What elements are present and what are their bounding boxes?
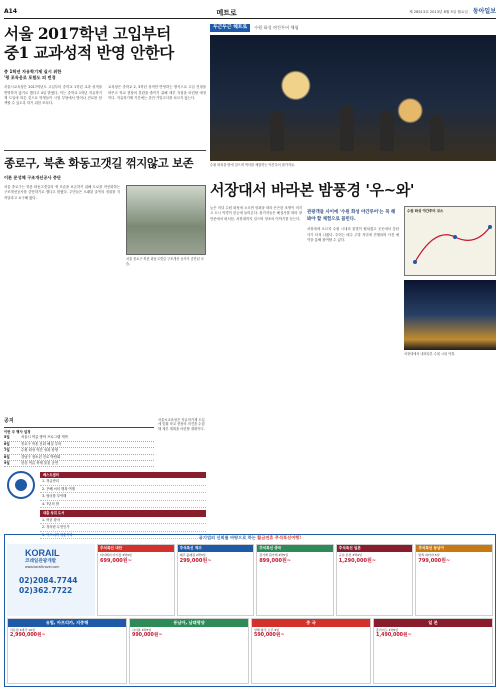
tile-price: 799,000원~ <box>418 558 451 565</box>
feature-photo[interactable] <box>210 35 496 161</box>
travel-advertisement <box>4 534 496 687</box>
bestseller-table <box>40 470 206 539</box>
feature-tag-label: 두근두근 헤트로 <box>210 24 250 32</box>
schedule-text: 강남구 청소년 진로 박람회 <box>21 454 61 459</box>
tile-body: 타이베이 야시장 3박4일 <box>100 552 132 557</box>
bestseller-item[interactable]: 2. 꾸뻬 씨의 행복 여행 <box>40 486 206 493</box>
phone-number-2[interactable]: 02)362.7722 <box>19 585 73 595</box>
tile-body: 방콕 파타야 5일 <box>418 552 440 557</box>
schedule-text: 종로구 북촌 문화 해설 투어 <box>21 441 62 446</box>
article1-headline[interactable] <box>4 24 206 63</box>
caption-part-2: 구조개선 공사가 중단된 모습. <box>126 257 204 266</box>
tile-title: 추석특선 중국 <box>257 545 333 552</box>
tile-title: 추석특선 대만 <box>98 545 174 552</box>
person-figure <box>430 115 444 151</box>
region-body: 사이판 4박5일 <box>132 627 152 632</box>
page-header <box>4 7 496 19</box>
night-photo-caption: 서장대에서 내려다본 수원 시내 야경. <box>404 352 456 357</box>
region-title: 유럽, 아프리카, 지중해 <box>8 619 126 627</box>
korail-logo: KORAIL <box>25 548 60 558</box>
loan-title: 대출 상위 도서 <box>40 510 206 516</box>
korail-box[interactable] <box>7 544 95 616</box>
notice-title: 공지 <box>4 418 154 428</box>
ad-tiles <box>97 544 493 616</box>
article2-photo[interactable] <box>126 185 206 255</box>
phone-number-1[interactable]: 02)2084.7744 <box>19 575 78 585</box>
region-price: 990,000원~ <box>132 633 163 639</box>
region-column[interactable] <box>251 618 371 684</box>
article2-subhead: 이론 문성체 구조개선공사 중단 <box>4 174 61 180</box>
feature-headline[interactable]: 서장대서 바라본 밤풍경 '우~와' <box>210 180 415 199</box>
feature-body-col2 <box>307 206 399 356</box>
loan-item[interactable]: 2. 정의란 무엇인가 <box>40 524 206 531</box>
article2-photo-block <box>126 185 206 266</box>
bestseller-item[interactable]: 1. 정글만리 <box>40 478 206 485</box>
article2-photo-caption <box>126 257 206 266</box>
schedule-day: 9일 <box>4 460 10 465</box>
region-column[interactable] <box>7 618 127 684</box>
ad-tile[interactable] <box>415 544 493 616</box>
korail-subtitle: 코레일관광개발 <box>25 559 57 565</box>
ad-region-columns <box>7 618 493 684</box>
korail-url[interactable]: www.korailtravel.com <box>25 565 60 570</box>
broadcaster-logo <box>6 470 36 500</box>
region-title: 중 국 <box>252 619 370 627</box>
region-body: 홋카이도 4박5일 <box>376 627 399 632</box>
divider <box>4 150 206 151</box>
tile-body: 규슈 온천 3박4일 <box>338 552 362 557</box>
bestseller-item[interactable]: 3. 엄마를 부탁해 <box>40 493 206 500</box>
ad-tile[interactable] <box>97 544 175 616</box>
schedule-row <box>4 461 154 467</box>
tile-price: 1,290,000원~ <box>338 558 376 565</box>
loan-item[interactable]: 3. 아프니까 청춘이다 <box>40 532 206 539</box>
subhead-line-1: 중 1학년 자유학기제 실시 위한 <box>4 68 62 74</box>
tile-price: 299,000원~ <box>179 558 212 565</box>
schedule-table <box>4 430 154 468</box>
schedule-text: 한강 여름 축제 불꽃 공연 <box>21 460 59 465</box>
feature-column <box>210 24 496 356</box>
page-number: A14 <box>4 8 17 16</box>
article1-body-col2: 교육청은 중학교 2, 3학년 성적만 반영하는 방식으로 고입 전형을 바꾸고 학교 현장의 혼란을 줄이기 위해 세부 지침을 마련할 예정이다. 자유학기제 기간에는 중간·기말고사를 치르지 않는다. <box>108 85 206 100</box>
tile-title: 추석특선 제주 <box>178 545 254 552</box>
feature-graphics <box>404 206 496 356</box>
ad-tile[interactable] <box>336 544 414 616</box>
region-title: 일 본 <box>374 619 492 627</box>
tour-map-title: 수원 화성 야간투어 코스 <box>407 209 444 214</box>
article2-body-text: 서울 종로구는 북촌 화동고갯길의 옛 모습을 보존하기 위해 도로를 직선화하는 구조개선공사를 중단하기로 했다고 밝혔다. 주민들은 오래된 골목의 정취를 지켜달라고 요구해 왔다. <box>4 185 120 200</box>
feature-pullquote: 관광객들 사이에 '수원 화성 야간투어'는 꼭 해봐야 할 체험으로 꼽힌다. <box>307 210 396 222</box>
tile-title: 추석특선 일본 <box>337 545 413 552</box>
bestseller-item[interactable]: 4. 7년의 밤 <box>40 501 206 508</box>
region-title: 동남아, 남태평양 <box>130 619 248 627</box>
article2-headline[interactable]: 종로구, 북촌 화동고갯길 꺾지않고 보존 <box>4 156 194 171</box>
feature-tag <box>210 24 496 32</box>
bestseller-title: 베스트셀러 <box>40 472 206 478</box>
region-price: 590,000원~ <box>254 633 285 639</box>
ad-tile[interactable] <box>177 544 255 616</box>
schedule-text: 서울시 여름 방학 프로그램 개막 <box>21 435 68 440</box>
tile-price: 699,000원~ <box>100 558 132 565</box>
schedule-day: 5일 <box>4 435 10 440</box>
region-body: 서유럽 4개국 10일 <box>10 627 36 632</box>
ad-banner-title <box>5 535 495 543</box>
night-view-photo[interactable] <box>404 280 496 350</box>
tile-body: 장가계 원가계 4박5일 <box>259 552 289 557</box>
left-column <box>4 24 206 266</box>
article1-body <box>4 85 206 106</box>
article1-subhead <box>4 69 206 82</box>
article2-body <box>4 185 206 266</box>
tile-title: 추석특선 동남아 <box>416 545 492 552</box>
notice-box <box>4 418 154 467</box>
map-route-graphic <box>405 207 497 277</box>
newspaper-logo[interactable]: 동아일보 <box>472 8 496 16</box>
ad-tile[interactable] <box>256 544 334 616</box>
loan-item[interactable]: 1. 어린 왕자 <box>40 517 206 524</box>
feature-photo-caption: 수원 화성을 밤에 걸으며 역사를 체험하는 야간투어 참가자들. <box>210 163 296 168</box>
headline-line-2: 중1 교과성적 반영 안한다 <box>4 43 174 63</box>
region-price: 2,990,000원~ <box>10 633 46 639</box>
section-title: 메트로 <box>216 7 237 17</box>
person-figure <box>340 105 354 151</box>
schedule-title: 이번 주 행사 일정 <box>4 429 31 434</box>
region-column[interactable] <box>129 618 249 684</box>
region-body: 상해 항주 소주 4일 <box>254 627 280 632</box>
ad-title-lead: 공기업의 신뢰를 바탕으로 하는 <box>198 535 256 540</box>
article1-body-col1: 서울시교육청은 2017학년도 고입부터 중학교 1학년 교과 성적을 반영하지 않기로 했다고 4일 밝혔다. 이는 중학교 1학년 자유학기제 도입에 따른 것으로 학생들이 시험 부담에서 벗어나 진로를 탐색할 수 있도록 하기 위한 조치다. <box>4 85 102 106</box>
person-figure <box>270 111 284 151</box>
tour-map[interactable] <box>404 206 496 276</box>
feature-body <box>210 206 496 356</box>
region-price: 1,490,000원~ <box>376 633 412 639</box>
schedule-day: 7일 <box>4 448 10 453</box>
tile-body: 제주 올레길 2박3일 <box>179 552 206 557</box>
ad-title-highlight: 활금연휴 추석특선여행! <box>257 535 302 540</box>
subhead-line-2: '평 포독옹로 포함도 의 번경 <box>4 75 56 81</box>
region-column[interactable] <box>373 618 493 684</box>
caption-part-1: 서울 종로구 북촌 화동고갯길 <box>126 257 166 262</box>
schedule-day: 8일 <box>4 454 10 459</box>
tile-price: 899,000원~ <box>259 558 291 565</box>
side-note: 서울시교육청은 자유학기제 도입에 맞춰 학교 현장의 의견을 수렴해 세부 계획을 마련할 계획이다. <box>158 418 205 431</box>
feature-text-a: 늦은 저녁 수원 화성에 오르면 성곽을 따라 은은한 조명이 켜지고 도시 야경이 한눈에 들어온다. 참가자들은 해설사를 따라 장안문에서 화서문, 서장대까지 걸으며 정조의 이야기를 듣는다. <box>210 206 302 221</box>
person-figure <box>380 111 394 151</box>
feature-text-b: 서장대에 오르자 수원 시내의 불빛이 펼쳐졌고 곳곳에서 감탄사가 터져 나왔다. 투어는 매주 주말 저녁에 진행되며 사전 예약을 통해 참여할 수 있다. <box>307 227 399 242</box>
feature-tag-sub: 수원 화성 야간투어 체험 <box>254 25 299 31</box>
headline-line-1: 서울 2017학년 고입부터 <box>4 24 171 43</box>
issue-date: 제 28513호 2013년 8월 5일 월요일 <box>409 10 468 15</box>
schedule-day: 6일 <box>4 441 10 446</box>
schedule-text: 수원 화성 야간 성곽 탐방 <box>21 448 59 453</box>
feature-body-col1 <box>210 206 302 356</box>
